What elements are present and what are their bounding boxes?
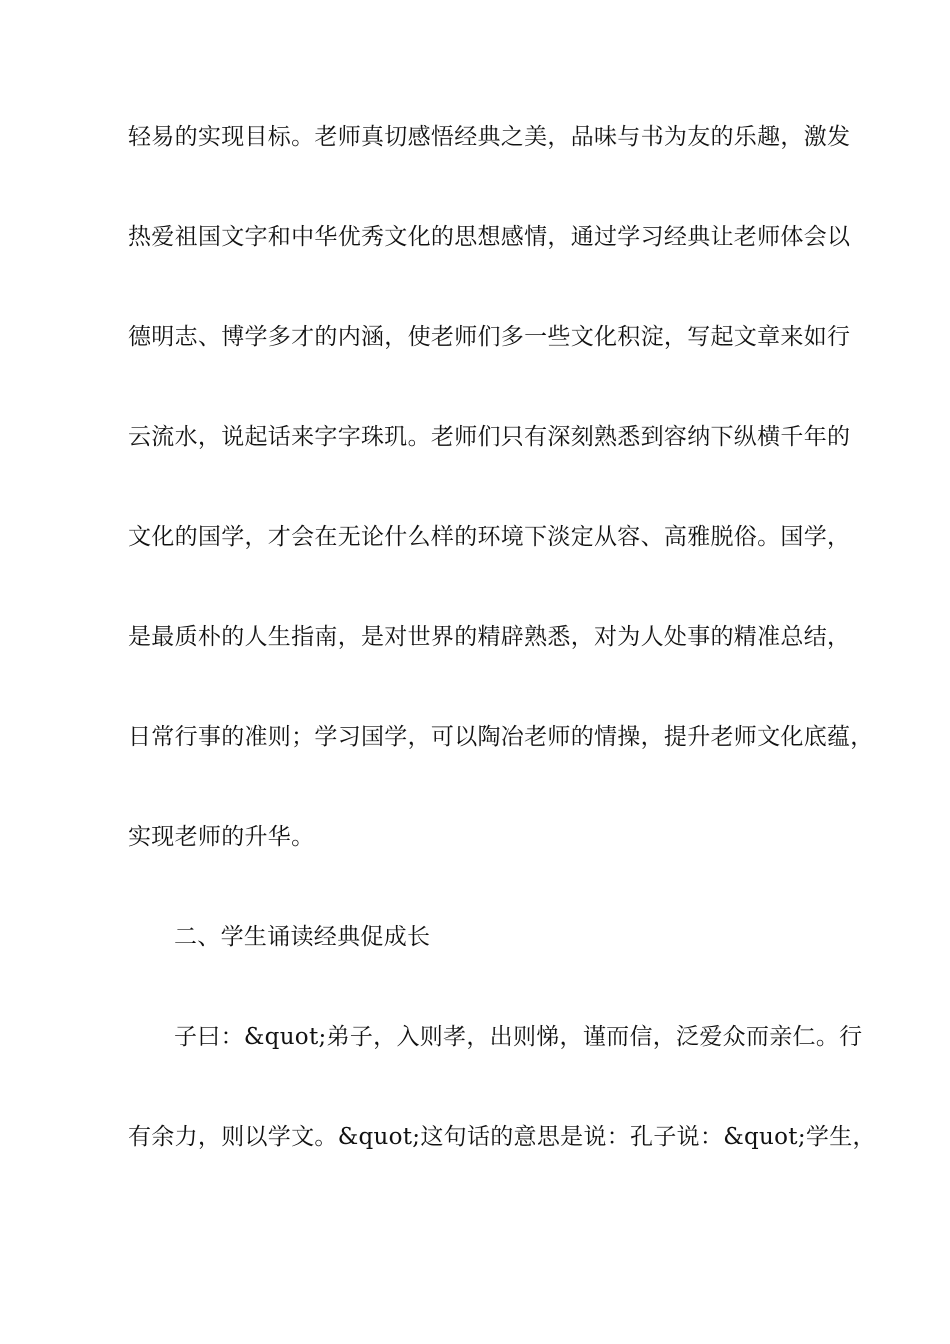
paragraph-line: 子曰：&quot;弟子，入则孝，出则悌，谨而信，泛爱众而亲仁。行: [174, 1024, 863, 1050]
paragraph-line: 轻易的实现目标。老师真切感悟经典之美，品味与书为友的乐趣，激发: [128, 124, 851, 150]
paragraph-line: 是最质朴的人生指南，是对世界的精辟熟悉，对为人处事的精准总结，: [128, 624, 851, 650]
paragraph-line: 有余力，则以学文。&quot;这句话的意思是说：孔子说：&quot;学生，: [128, 1124, 876, 1150]
body-text: [128, 112, 876, 1212]
paragraph-line: 日常行事的准则；学习国学，可以陶冶老师的情操，提升老师文化底蕴，: [128, 724, 874, 750]
paragraph-line: 实现老师的升华。: [128, 824, 315, 850]
paragraph-line: 云流水，说起话来字字珠玑。老师们只有深刻熟悉到容纳下纵横千年的: [128, 424, 851, 450]
paragraph-line: 热爱祖国文字和中华优秀文化的思想感情，通过学习经典让老师体会以: [128, 224, 851, 250]
section-heading: 二、学生诵读经典促成长: [174, 924, 431, 950]
paragraph-line: 文化的国学，才会在无论什么样的环境下淡定从容、高雅脱俗。国学，: [128, 524, 851, 550]
paragraph-line: 德明志、博学多才的内涵，使老师们多一些文化积淀，写起文章来如行: [128, 324, 851, 350]
